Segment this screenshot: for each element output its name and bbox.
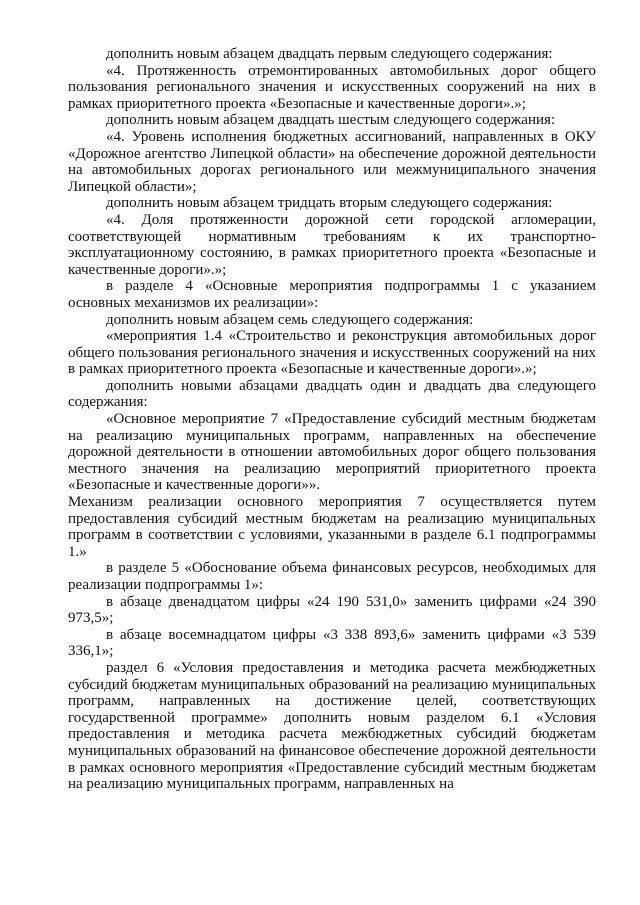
paragraph: в абзаце восемнадцатом цифры «3 338 893,6» заменить цифрами «3 539 336,1»;	[68, 626, 596, 660]
paragraph: «4. Уровень исполнения бюджетных ассигнований, направленных в ОКУ «Дорожное агентство Липецкой области» на обеспечение дорожной деятельности на автомобильных дорогах регионального или межмуниципального значения Липецкой области»;	[68, 128, 596, 195]
paragraph: дополнить новым абзацем семь следующего содержания:	[106, 311, 474, 328]
paragraph: «4. Протяженность отремонтированных автомобильных дорог общего пользования регионального значения и искусственных сооружений на них в рамках приоритетного проекта «Безопасные и качественные дороги».»;	[68, 62, 596, 112]
paragraph: «4. Доля протяженности дорожной сети городской агломерации, соответствующей нормативным требованиям к их транспортно-эксплуатационному состоянию, в рамках приоритетного проекта «Безопасные и качественные дороги».»;	[68, 211, 596, 278]
paragraph: «Основное мероприятие 7 «Предоставление субсидий местным бюджетам на реализацию муниципальных программ, направленных на обеспечение дорожной деятельности в отношении автомобильных дорог общего пользования местного значения на реализацию мероприятий приоритетного проекта «Безопасные и качественные дороги»».	[68, 411, 596, 494]
paragraph: в разделе 4 «Основные мероприятия подпрограммы 1 с указанием основных механизмов их реализации»:	[68, 278, 596, 311]
paragraph: дополнить новым абзацем двадцать первым следующего содержания:	[106, 46, 553, 62]
paragraph: в разделе 5 «Обоснование объема финансовых ресурсов, необходимых для реализации подпрограммы 1»:	[68, 560, 596, 593]
document-page	[68, 46, 596, 793]
paragraph: дополнить новыми абзацами двадцать один и двадцать два следующего содержания:	[68, 377, 596, 411]
paragraph: раздел 6 «Условия предоставления и методика расчета межбюджетных субсидий бюджетам муниципальных образований на реализацию муниципальных программ, направленных на достижение целей, соответствующих государственной программе» дополнить новым разделом 6.1 «Условия предоставления и методика расчета межбюджетных субсидий бюджетам муниципальных образований на финансовое обеспечение дорожной деятельности в рамках основного мероприятия «Предоставление субсидий местным бюджетам на реализацию муниципальных программ, направленных на	[68, 659, 596, 793]
paragraph: в абзаце двенадцатом цифры «24 190 531,0» заменить цифрами «24 390 973,5»;	[68, 593, 596, 627]
paragraph: дополнить новым абзацем двадцать шестым следующего содержания:	[106, 112, 556, 129]
paragraph: «мероприятия 1.4 «Строительство и реконструкция автомобильных дорог общего пользования регионального значения и искусственных сооружений на них в рамках приоритетного проекта «Безопасные и качественные дороги».»;	[68, 328, 596, 378]
paragraph: Механизм реализации основного мероприятия 7 осуществляется путем предоставления субсидий местным бюджетам на реализацию муниципальных программ в соответствии с условиями, указанными в разделе 6.1 подпрограммы 1.»	[68, 494, 596, 560]
paragraph: дополнить новым абзацем тридцать вторым следующего содержания:	[106, 195, 553, 212]
